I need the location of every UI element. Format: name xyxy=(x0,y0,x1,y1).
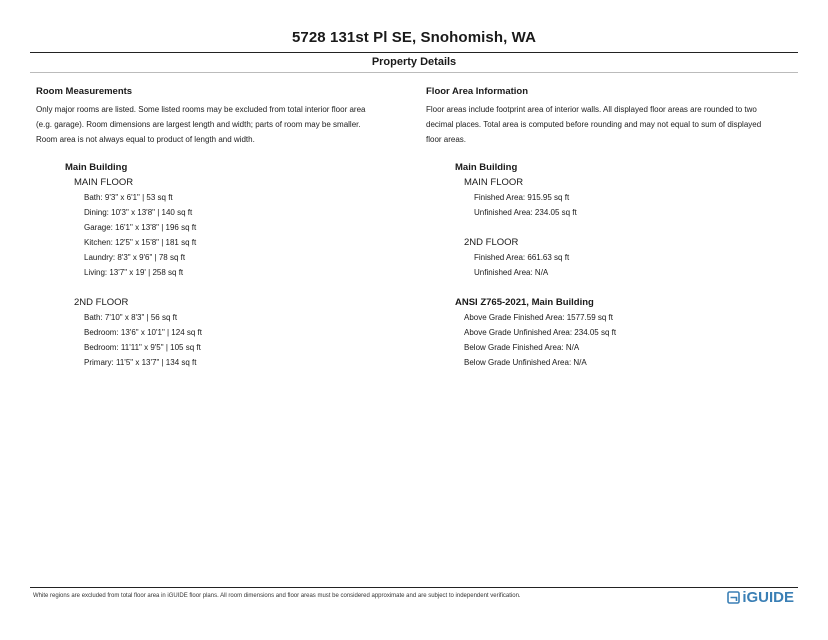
room-measurements-section xyxy=(36,86,416,147)
floor-heading: 2ND FLOOR xyxy=(464,237,519,248)
room-row: Bedroom: 13'6" x 10'1" | 124 sq ft xyxy=(84,328,202,337)
ansi-heading: ANSI Z765-2021, Main Building xyxy=(455,297,594,308)
footer-divider xyxy=(30,587,798,588)
room-measurements-heading: Room Measurements xyxy=(36,86,133,97)
area-row: Finished Area: 661.63 sq ft xyxy=(474,253,570,262)
page-subtitle: Property Details xyxy=(371,56,457,68)
ansi-row: Below Grade Finished Area: N/A xyxy=(464,343,580,352)
floor-area-list xyxy=(455,160,616,370)
subtitle-divider xyxy=(30,72,798,73)
area-row: Unfinished Area: 234.05 sq ft xyxy=(474,208,577,217)
footer-disclaimer: White regions are excluded from total floor area in iGUIDE floor plans. All room dimensions and floor areas must be considered approximate and are subject to independent verification. xyxy=(33,593,521,599)
area-row: Finished Area: 915.95 sq ft xyxy=(474,193,570,202)
room-note-line: (e.g. garage). Room dimensions are largest length and width; parts of room may be smaller. xyxy=(36,120,361,129)
floor-area-note-line: decimal places. Total area is computed before rounding and may not equal to sum of displayed xyxy=(426,120,762,129)
room-row: Bath: 9'3" x 6'1" | 53 sq ft xyxy=(84,193,173,202)
floor-heading: 2ND FLOOR xyxy=(74,297,129,308)
building-heading: Main Building xyxy=(455,162,518,173)
room-row: Bath: 7'10" x 8'3" | 56 sq ft xyxy=(84,313,178,322)
floor-area-section xyxy=(426,86,806,147)
room-row: Dining: 10'3" x 13'8" | 140 sq ft xyxy=(84,208,193,217)
floor-heading: MAIN FLOOR xyxy=(464,177,524,188)
area-row: Unfinished Area: N/A xyxy=(474,268,549,277)
room-row: Kitchen: 12'5" x 15'8" | 181 sq ft xyxy=(84,238,197,247)
ansi-row: Below Grade Unfinished Area: N/A xyxy=(464,358,587,367)
room-note-line: Only major rooms are listed. Some listed rooms may be excluded from total interior floor area xyxy=(36,105,366,114)
building-heading: Main Building xyxy=(65,162,128,173)
room-note-line: Room area is not always equal to product of length and width. xyxy=(36,135,255,144)
page-title: 5728 131st Pl SE, Snohomish, WA xyxy=(291,29,536,46)
iguide-logo-text: iGUIDE xyxy=(742,589,794,606)
room-row: Garage: 16'1" x 13'8" | 196 sq ft xyxy=(84,223,197,232)
ansi-row: Above Grade Unfinished Area: 234.05 sq ft xyxy=(464,328,617,337)
floor-area-heading: Floor Area Information xyxy=(426,86,529,97)
floor-area-note-line: floor areas. xyxy=(426,135,467,144)
room-row: Bedroom: 11'11" x 9'5" | 105 sq ft xyxy=(84,343,201,352)
room-row: Laundry: 8'3" x 9'6" | 78 sq ft xyxy=(84,253,186,262)
floor-heading: MAIN FLOOR xyxy=(74,177,134,188)
room-measurements-list xyxy=(65,160,202,370)
ansi-row: Above Grade Finished Area: 1577.59 sq ft xyxy=(464,313,613,322)
room-row: Living: 13'7" x 19' | 258 sq ft xyxy=(84,268,184,277)
iguide-logo-icon xyxy=(727,591,740,604)
room-row: Primary: 11'5" x 13'7" | 134 sq ft xyxy=(84,358,197,367)
title-divider xyxy=(30,52,798,53)
floor-area-note-line: Floor areas include footprint area of interior walls. All displayed floor areas are rounded to two xyxy=(426,105,757,114)
iguide-logo xyxy=(727,589,794,606)
